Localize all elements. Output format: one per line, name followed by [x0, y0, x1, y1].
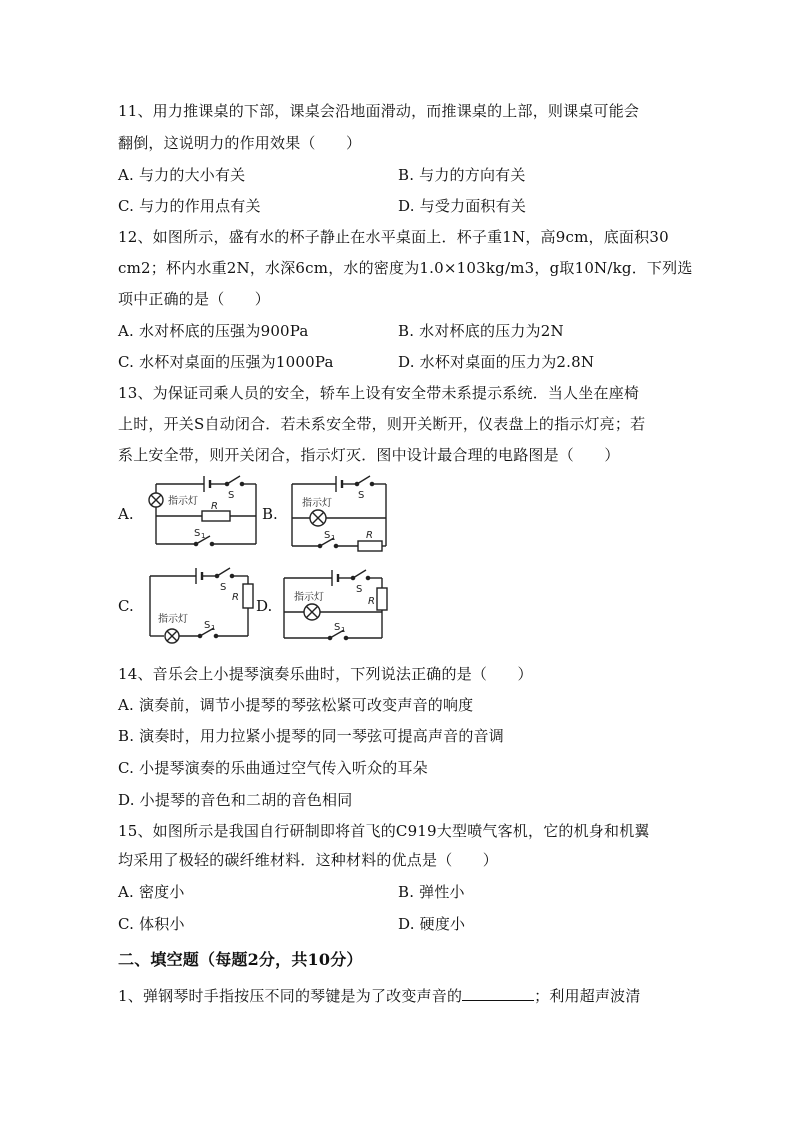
- circuit-a-switch-s: S: [228, 490, 235, 501]
- q12-option-d: D. 水杯对桌面的压力为2.8N: [398, 353, 595, 371]
- q11-option-d: D. 与受力面积有关: [398, 197, 527, 215]
- q12-line2: cm2；杯内水重2N，水深6cm，水的密度为1.0×103kg/m3，g取10N/kg．下列选: [118, 259, 693, 277]
- q14-option-a: A. 演奏前，调节小提琴的琴弦松紧可改变声音的响度: [118, 696, 474, 714]
- q14-option-c: C. 小提琴演奏的乐曲通过空气传入听众的耳朵: [118, 759, 428, 777]
- circuit-b-switch-s1-sub: 1: [331, 534, 336, 542]
- q11-line2: 翻倒，这说明力的作用效果（ ）: [118, 134, 362, 152]
- q15-option-b: B. 弹性小: [398, 883, 465, 901]
- circuit-d-switch-s: S: [356, 584, 363, 595]
- q15-option-c: C. 体积小: [118, 915, 185, 933]
- circuit-b-switch-s1: S: [324, 530, 331, 541]
- circuit-d-switch-s1: S: [334, 622, 341, 633]
- circuit-b-label: B.: [262, 505, 278, 523]
- q15-option-a: A. 密度小: [118, 883, 185, 901]
- q15-line2: 均采用了极轻的碳纤维材料．这种材料的优点是（ ）: [118, 851, 499, 869]
- circuit-a-label: A.: [118, 505, 134, 523]
- circuit-b-lamp-label: 指示灯: [302, 498, 332, 509]
- circuit-b-resistor-label: R: [366, 530, 373, 541]
- q12-option-c: C. 水杯对桌面的压强为1000Pa: [118, 353, 334, 371]
- q11-option-c: C. 与力的作用点有关: [118, 197, 261, 215]
- answer-blank: [462, 986, 534, 1001]
- circuit-c-diagram: [144, 564, 260, 646]
- section2-q1-start: 1、弹钢琴时手指按压不同的琴键是为了改变声音的: [118, 987, 463, 1005]
- q15-option-d: D. 硬度小: [398, 915, 466, 933]
- q12-option-a: A. 水对杯底的压强为900Pa: [118, 322, 309, 340]
- q13-line2: 上时，开关S自动闭合．若未系安全带，则开关断开，仪表盘上的指示灯亮；若: [118, 415, 646, 433]
- circuit-c-switch-s1-sub: 1: [211, 624, 216, 632]
- circuit-d-label: D.: [256, 597, 273, 615]
- circuit-d-diagram: [278, 566, 392, 646]
- q11-option-b: B. 与力的方向有关: [398, 166, 526, 184]
- circuit-b-diagram: [286, 474, 392, 552]
- circuit-d-lamp-label: 指示灯: [294, 592, 324, 603]
- circuit-d-switch-s1-sub: 1: [341, 626, 346, 634]
- q15-line1: 15、如图所示是我国自行研制即将首飞的C919大型喷气客机，它的机身和机翼: [118, 822, 650, 840]
- circuit-c-resistor-label: R: [232, 592, 239, 603]
- q12-line3: 项中正确的是（ ）: [118, 290, 271, 308]
- circuit-b-switch-s: S: [358, 490, 365, 501]
- section2-q1: [118, 986, 641, 1006]
- section2-q1-end: ；利用超声波清: [534, 987, 641, 1005]
- circuit-a-lamp-label: 指示灯: [168, 496, 198, 507]
- q13-line3: 系上安全带，则开关闭合，指示灯灭．图中设计最合理的电路图是（ ）: [118, 446, 620, 464]
- section2-heading: 二、填空题（每题2分，共10分）: [118, 950, 363, 969]
- q11-line1: 11、用力推课桌的下部，课桌会沿地面滑动，而推课桌的上部，则课桌可能会: [118, 102, 640, 120]
- q14-option-b: B. 演奏时，用力拉紧小提琴的同一琴弦可提高声音的音调: [118, 727, 504, 745]
- q12-option-b: B. 水对杯底的压力为2N: [398, 322, 564, 340]
- circuit-a-resistor-label: R: [211, 501, 218, 512]
- circuit-c-lamp-label: 指示灯: [158, 614, 188, 625]
- q13-line1: 13、为保证司乘人员的安全，轿车上设有安全带未系提示系统．当人坐在座椅: [118, 384, 640, 402]
- q14-line1: 14、音乐会上小提琴演奏乐曲时，下列说法正确的是（ ）: [118, 665, 533, 683]
- circuit-c-label: C.: [118, 597, 134, 615]
- circuit-a-switch-s1: S: [194, 528, 201, 539]
- circuit-a-diagram: [146, 474, 264, 552]
- q12-line1: 12、如图所示，盛有水的杯子静止在水平桌面上．杯子重1N，高9cm，底面积30: [118, 228, 669, 246]
- q14-option-d: D. 小提琴的音色和二胡的音色相同: [118, 791, 353, 809]
- circuit-c-switch-s1: S: [204, 620, 211, 631]
- circuit-a-switch-s1-sub: 1: [201, 532, 206, 540]
- q11-option-a: A. 与力的大小有关: [118, 166, 246, 184]
- circuit-d-resistor-label: R: [368, 596, 375, 607]
- circuit-c-switch-s: S: [220, 582, 227, 593]
